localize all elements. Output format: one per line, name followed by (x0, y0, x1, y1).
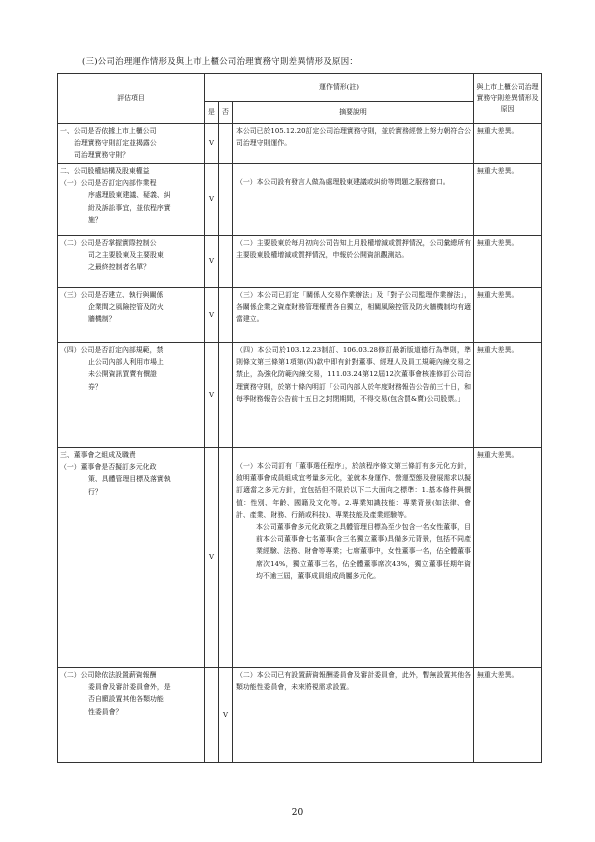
yes-mark (205, 668, 219, 763)
evaluation-item (58, 164, 205, 236)
item-line: 未公開資訊買賣有價證 (88, 370, 157, 379)
item-line: （四）公司是否訂定內部規範，禁 (60, 346, 164, 354)
evaluation-item (58, 288, 205, 343)
summary-text: （一）本公司設有發言人做為處理股東建議或糾紛等問題之服務窗口。 (233, 164, 474, 236)
header-no: 否 (219, 102, 233, 124)
difference-text: 無重大差異。 (474, 236, 542, 288)
no-mark (219, 343, 233, 448)
yes-mark: V (205, 448, 219, 668)
table-row (58, 164, 542, 236)
table-row (58, 124, 542, 164)
table-row (58, 236, 542, 288)
evaluation-item (58, 236, 205, 288)
no-mark (219, 124, 233, 164)
header-item: 評估項目 (58, 74, 205, 124)
item-line: 治理實務守則訂定並揭露公 (74, 139, 157, 148)
item-line: 企業間之風險控管及防火 (88, 303, 164, 312)
table-row (58, 668, 542, 763)
difference-text: 無重大差異。 (474, 448, 542, 668)
yes-mark: V (205, 288, 219, 343)
no-mark (219, 448, 233, 668)
item-line: 止公司內部人利用市場上 (88, 358, 164, 367)
difference-text: 無重大差異。 (474, 164, 542, 236)
no-mark (219, 236, 233, 288)
evaluation-item (58, 124, 205, 164)
item-line: 委員會及審計委員會外，是 (88, 683, 171, 692)
item-line: 券？ (88, 382, 102, 391)
yes-mark: V (205, 164, 219, 236)
governance-table (57, 73, 542, 763)
yes-mark: V (205, 124, 219, 164)
item-line: 司治理實務守則？ (74, 151, 130, 160)
no-mark (219, 164, 233, 236)
evaluation-item (58, 448, 205, 668)
summary-text: （三）本公司已訂定「關係人交易作業辦法」及「對子公司監理作業辦法」，各關係企業之資產財務管理權責各自獨立，相關風險控管及防火牆機制均有適當建立。 (233, 288, 474, 343)
summary-text: （四）本公司於103.12.23制訂、106.03.28修訂最新版道德行為準則，準則條文第三條第1項第(四)款中即有針對董事、經理人及員工規範內線交易之禁止，為強化防範內線交易，111.03.24第12屆12次董事會核准修訂公司治理實務守則，於第十條內明訂「公司內部人於年度財務報告公告前三十日，和每季財務報告公告前十五日之封閉期間，不得交易(包含買&賣)公司股票。」 (233, 343, 474, 448)
evaluation-item (58, 668, 205, 763)
item-line: （二）公司是否掌握實際控制公 (60, 239, 157, 247)
difference-text: 無重大差異。 (474, 668, 542, 763)
difference-text: 無重大差異。 (474, 124, 542, 164)
table-row (58, 343, 542, 448)
yes-mark: V (205, 236, 219, 288)
difference-text: 無重大差異。 (474, 343, 542, 448)
summary-text: （二）主要股東於每月初向公司告知上月股權增減或質押情況，公司彙總所有主要股東股權增減或質押情況，申報於公開資訊觀測站。 (233, 236, 474, 288)
item-line: 否自願設置其他各類功能 (88, 695, 164, 704)
summary-text: 本公司已於105.12.20訂定公司治理實務守則，並於實務經營上努力朝符合公司治理守則運作。 (233, 124, 474, 164)
section-heading: (三)公司治理運作情形及與上市上櫃公司治理實務守則差異情形及原因： (82, 56, 359, 66)
item-line: 施？ (88, 215, 102, 224)
item-line: 策、具體管理目標及落實執 (88, 475, 171, 484)
header-difference: 與上市上櫃公司治理實務守則差異情形及原因 (474, 74, 542, 124)
item-line: 性委員會？ (88, 707, 123, 716)
no-mark (219, 288, 233, 343)
summary-text: （二）本公司已有設置薪資報酬委員會及審計委員會，此外，暫無設置其他各類功能性委員會，未來將視需求設置。 (233, 668, 474, 763)
page-number: 20 (291, 808, 304, 818)
item-line: 序處理股東建議、疑義、糾 (88, 191, 171, 200)
item-line: 一、公司是否依據上市上櫃公司 (60, 127, 157, 135)
yes-mark: V (205, 343, 219, 448)
no-mark: V (219, 668, 233, 763)
header-yes: 是 (205, 102, 219, 124)
table-row (58, 288, 542, 343)
item-line: 二、公司股權結構及股東權益 (60, 167, 150, 175)
item-line: 牆機制？ (88, 315, 116, 324)
summary-text (233, 448, 474, 668)
item-line: （三）公司是否建立、執行與關係 (60, 291, 164, 299)
difference-text: 無重大差異。 (474, 288, 542, 343)
item-line: （一）董事會是否擬訂多元化政 (60, 463, 157, 472)
item-line: 三、董事會之組成及職責 (60, 451, 136, 459)
item-line: 之最終控制者名單？ (88, 263, 151, 272)
item-line: 行？ (88, 487, 102, 496)
summary-paragraph: （一）本公司訂有「董事選任程序」，於該程序條文第三條訂有多元化方針，敘明董事會成員組成宜考量多元化，並就本身運作、營運型態及發展需求以擬訂適當之多元方針，宜包括但不限於以下二大面向之標準：1.基本條件與價值：性別、年齡、國籍及文化等。2.專業知識技能：專業背景(如法律、會計、產業、財務、行銷或科技)、專業技能及產業經驗等。 (236, 462, 472, 519)
table-row (58, 448, 542, 668)
evaluation-item (58, 343, 205, 448)
item-line: 司之主要股東及主要股東 (88, 251, 164, 260)
item-line: 紛及訴訟事宜，並依程序實 (88, 203, 171, 212)
header-summary: 摘要說明 (233, 102, 474, 124)
item-line: （一）公司是否訂定內部作業程 (60, 179, 157, 188)
header-operation: 運作情形(註) (205, 74, 474, 102)
item-line: （二）公司除依法設置薪資報酬 (60, 671, 157, 679)
summary-paragraph: 本公司董事會多元化政策之具體管理目標為至少包含一名女性董事，目前本公司董事會七名董事(含三名獨立董事)具備多元背景，包括不同產業經驗、法務、財會等專業；七席董事中，女性董事一名，佔全體董事席次14%，獨立董事三名，佔全體董事席次43%，獨立董事任期年資均不逾三屆，董事成員組成尚屬多元化。 (256, 523, 472, 580)
